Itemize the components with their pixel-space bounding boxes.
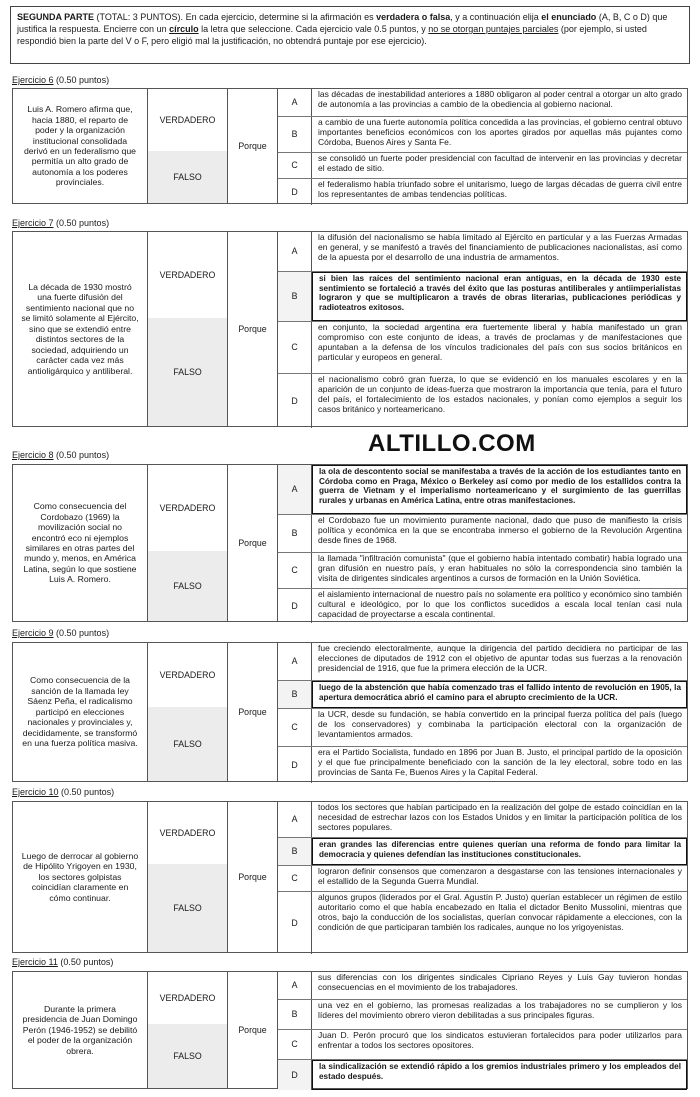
porque-label: Porque [228, 465, 278, 621]
exercise-title [12, 628, 109, 639]
option-text: era el Partido Socialista, fundado en 1896 por Juan B. Justo, el principal partido de la oposición y el que fue principalmente beneficiado con la sanción de la ley electoral, sobre todo en las provincias de Santa Fe, Buenos Aires y la Capital Federal. [318, 747, 682, 777]
instructions-emphasis: círculo [169, 24, 199, 35]
verdadero-option[interactable]: VERDADERO [148, 802, 228, 866]
option-a[interactable] [278, 972, 687, 1000]
option-text: todos los sectores que habían participado en la realización del golpe de estado coincidían en la necesidad de estrechar lazos con los Estados Unidos y en limitar la participación política de los sectores populares. [318, 802, 682, 832]
exercise-title [12, 787, 114, 798]
option-b[interactable] [278, 838, 687, 866]
exercise-points: (0.50 puntos) [56, 218, 110, 228]
falso-option[interactable]: FALSO [148, 318, 228, 426]
option-text: fue creciendo electoralmente, aunque la dirigencia del partido decidiera no participar de las elecciones de diputados de 1912 con el objetivo de apuntar todas sus fuerzas a la renovación presidencial de 1916, que fue la primera elección de la UCR. [318, 643, 682, 673]
option-letter[interactable]: B [278, 272, 312, 321]
option-text: el federalismo había triunfado sobre el unitarismo, luego de largas décadas de guerra civil entre los representantes de ambas tendencias políticas. [318, 179, 682, 199]
statement: Como consecuencia del Cordobazo (1969) la movilización social no encontró eco ni ejemplos similares en otras partes del mundo y, menos, en América Latina, según lo que sostiene Luis A. Romero. [13, 465, 148, 621]
option-letter[interactable]: D [278, 892, 312, 954]
option-text: el nacionalismo cobró gran fuerza, lo que se evidenció en los manuales escolares y en la aparición de un conjunto de ideas-fuerza que mostraron la importancia que tenía, para el futuro del país, el fortalecimiento de los estados nacionales, y ponían como ejemplos a seguir los casos británico y norteamericano. [318, 374, 682, 414]
verdadero-option[interactable]: VERDADERO [148, 465, 228, 553]
option-text: sus diferencias con los dirigentes sindicales Cipriano Reyes y Luis Gay tuvieron hondas consecuencias en el movimiento de los trabajadores. [318, 972, 682, 992]
option-d[interactable] [278, 179, 687, 205]
option-b[interactable] [278, 681, 687, 709]
exercise-points: (0.50 puntos) [60, 957, 114, 967]
option-a[interactable] [278, 232, 687, 272]
verdadero-option[interactable]: VERDADERO [148, 972, 228, 1026]
option-d[interactable] [278, 1060, 687, 1090]
instructions-text: (A, B, C o D) que justifica la respuesta. Encierre con un [17, 12, 668, 35]
statement: Luis A. Romero afirma que, hacia 1880, el reparto de poder y la organización institucional consolidada derivó en un federalismo que permitía un alto grado de autonomía a los poderes provinciales. [13, 89, 148, 203]
instructions-emphasis: el enunciado [541, 12, 597, 22]
instructions-emphasis: no se otorgan puntajes parciales [428, 24, 559, 35]
option-letter[interactable]: B [278, 515, 312, 552]
exercise-points: (0.50 puntos) [56, 75, 110, 85]
option-letter[interactable]: A [278, 972, 312, 999]
option-text: lograron definir consensos que comenzaron a desgastarse con las tensiones internacionales y el estallido de la Segunda Guerra Mundial. [318, 866, 682, 886]
exercise-title [12, 957, 113, 968]
falso-option[interactable]: FALSO [148, 707, 228, 781]
exercise-7 [12, 231, 688, 427]
statement: La década de 1930 mostró una fuerte difusión del sentimiento nacional que no se limitó solamente al Ejército, sino que se extendió entre distintos sectores de la sociedad, adquiriendo un carácter cada vez más antioligárquico y antiliberal. [13, 232, 148, 426]
option-letter[interactable]: B [278, 681, 312, 708]
option-letter[interactable]: D [278, 1060, 312, 1090]
instructions-box [10, 6, 690, 64]
exercise-11 [12, 971, 688, 1089]
option-letter[interactable]: C [278, 866, 312, 891]
porque-label: Porque [228, 232, 278, 426]
option-b[interactable] [278, 272, 687, 322]
verdadero-option[interactable]: VERDADERO [148, 643, 228, 709]
exercise-points: (0.50 puntos) [61, 787, 115, 797]
option-a[interactable] [278, 465, 687, 515]
option-letter[interactable]: D [278, 747, 312, 783]
exercise-name: Ejercicio 11 [12, 957, 58, 967]
option-letter[interactable]: D [278, 179, 312, 205]
porque-label: Porque [228, 89, 278, 203]
falso-option[interactable]: FALSO [148, 551, 228, 621]
option-letter[interactable]: B [278, 1000, 312, 1029]
option-c[interactable] [278, 322, 687, 374]
section-title: SEGUNDA PARTE [17, 12, 95, 22]
option-b[interactable] [278, 515, 687, 553]
option-text: Juan D. Perón procuró que los sindicatos estuvieran fortalecidos para poder utilizarlos para enfrentar a todos los sectores opositores. [318, 1030, 682, 1050]
option-a[interactable] [278, 643, 687, 681]
instructions-text: la letra que seleccione. Cada ejercicio vale 0.5 puntos, y [201, 24, 426, 35]
option-c[interactable] [278, 1030, 687, 1060]
exercise-10 [12, 801, 688, 953]
option-c[interactable] [278, 553, 687, 589]
option-text: la ola de descontento social se manifestaba a través de la acción de los estudiantes tanto en Córdoba como en Praga, México o Berkeley así como por medio de los estallidos contra la guerra de Vietnam y el imperialismo norteamericano y el surgimiento de las guerrillas rurales y urbanas en América Latina, entre otras manifestaciones. [312, 465, 687, 514]
option-text: una vez en el gobierno, las promesas realizadas a los trabajadores no se cumplieron y los líderes del movimiento obrero vieron debilitadas a sus principales figuras. [318, 1000, 682, 1020]
option-text: la difusión del nacionalismo se había limitado al Ejército en particular y a las Fuerzas Armadas en general, y se manifestó a través del financiamiento de publicaciones nacionalistas, así como de la apuesta por el desarrollo de una industria de armamentos. [318, 232, 682, 262]
option-text: a cambio de una fuerte autonomía política concedida a las provincias, el gobierno central obtuvo importantes beneficios económicos con los aportes girados por aquellas más pujantes como Córdoba, Buenos Aires y Santa Fe. [318, 117, 682, 147]
option-letter[interactable]: A [278, 89, 312, 116]
exercise-6 [12, 88, 688, 204]
instructions-text: , y a continuación elija [450, 12, 539, 22]
section-points: (TOTAL: 3 PUNTOS). [96, 12, 184, 22]
option-letter[interactable]: B [278, 117, 312, 152]
option-text: eran grandes las diferencias entre quienes querían una reforma de fondo para limitar la democracia y quienes defendían las instituciones constitucionales. [312, 838, 687, 865]
exercise-name: Ejercicio 8 [12, 450, 54, 460]
option-letter[interactable]: C [278, 1030, 312, 1059]
instructions-text: (por ejemplo, si usted respondió bien la parte del V o F, pero eligió mal la justificación, no obtendrá puntaje por ese ejercicio). [17, 24, 647, 47]
option-letter[interactable]: A [278, 465, 312, 514]
option-text: si bien las raíces del sentimiento nacional eran antiguas, en la década de 1930 este sentimiento se fortaleció a través del éxito que las posturas antiliberales y antiimperialistas lograron y que se multiplicaron a través de obras literarias, publicaciones periódicas y radioteatros exitosos. [312, 272, 687, 321]
option-b[interactable] [278, 117, 687, 153]
option-text: se consolidó un fuerte poder presidencial con facultad de intervenir en las provincias y decretar el estado de sitio. [318, 153, 682, 173]
statement: Durante la primera presidencia de Juan Domingo Perón (1946-1952) se debilitó el poder de la organización obrera. [13, 972, 148, 1088]
option-text: la sindicalización se extendió rápido a los gremios industriales primero y los empleados del estado después. [312, 1060, 687, 1090]
verdadero-option[interactable]: VERDADERO [148, 89, 228, 153]
falso-option[interactable]: FALSO [148, 864, 228, 952]
exercise-name: Ejercicio 9 [12, 628, 54, 638]
altillo-watermark: ALTILLO.COM [368, 430, 536, 457]
exercise-points: (0.50 puntos) [56, 628, 110, 638]
option-letter[interactable]: C [278, 322, 312, 373]
porque-label: Porque [228, 972, 278, 1088]
statement: Como consecuencia de la sanción de la llamada ley Sáenz Peña, el radicalismo participó en elecciones nacionales y provinciales y, decididamente, se transformó en una fuerza política masiva. [13, 643, 148, 781]
option-letter[interactable]: C [278, 153, 312, 178]
option-text: algunos grupos (liderados por el Gral. Agustín P. Justo) querían establecer un régimen de estilo autoritario como el que había encabezado en Italia el dictador Benito Mussolini, mientras que otros, bajo la conducción de los socialistas, querían convocar rápidamente a elecciones, con la condición de que participaran también los radicales, aunque no los yrigoyenistas. [318, 892, 682, 932]
option-d[interactable] [278, 747, 687, 783]
verdadero-option[interactable]: VERDADERO [148, 232, 228, 320]
exercise-title [12, 75, 109, 86]
option-d[interactable] [278, 589, 687, 623]
falso-option[interactable]: FALSO [148, 1024, 228, 1088]
option-d[interactable] [278, 374, 687, 428]
option-letter[interactable]: C [278, 709, 312, 746]
option-text: luego de la abstención que había comenzado tras el fallido intento de revolución en 1905, la apertura democrática abrió el camino para el abrupto crecimiento de la UCR. [312, 681, 687, 708]
instructions-emphasis: verdadera o falsa [376, 12, 451, 22]
option-a[interactable] [278, 802, 687, 838]
option-c[interactable] [278, 866, 687, 892]
option-text: el Cordobazo fue un movimiento puramente nacional, dado que puso de manifiesto la crisis política y económica en la que se encontraba inmerso el gobierno de la Revolución Argentina desde fines de 1968. [318, 515, 682, 545]
option-letter[interactable]: A [278, 232, 312, 271]
option-letter[interactable]: B [278, 838, 312, 865]
instructions-text: En cada ejercicio, determine si la afirmación es [185, 12, 374, 22]
exercise-title [12, 218, 109, 229]
option-b[interactable] [278, 1000, 687, 1030]
option-letter[interactable]: A [278, 802, 312, 837]
option-c[interactable] [278, 709, 687, 747]
option-a[interactable] [278, 89, 687, 117]
porque-label: Porque [228, 802, 278, 952]
option-c[interactable] [278, 153, 687, 179]
option-letter[interactable]: A [278, 643, 312, 680]
falso-option[interactable]: FALSO [148, 151, 228, 203]
option-d[interactable] [278, 892, 687, 954]
option-letter[interactable]: D [278, 374, 312, 428]
exercise-points: (0.50 puntos) [56, 450, 110, 460]
option-text: el aislamiento internacional de nuestro país no solamente era político y económico sino también cultural e ideológico, por lo que los conflictos sucedidos a escala local tenían casi nula capacidad de proyectarse a escala continental. [318, 589, 682, 619]
exercise-name: Ejercicio 6 [12, 75, 54, 85]
porque-label: Porque [228, 643, 278, 781]
option-text: la UCR, desde su fundación, se había convertido en la principal fuerza política del país (luego de los conservadores) y combinaba la participación electoral con la organización de levantamientos armados. [318, 709, 682, 739]
exercise-9 [12, 642, 688, 782]
statement: Luego de derrocar al gobierno de Hipólito Yrigoyen en 1930, los sectores golpistas coincidían claramente en cómo continuar. [13, 802, 148, 952]
option-text: en conjunto, la sociedad argentina era fuertemente liberal y había manifestado un gran compromiso con este conjunto de ideas, a través de proclamas y de manifestaciones que apuntaban a la defensa de los vínculos tradicionales del país con sus socios británicos en particular y europeos en general. [318, 322, 682, 362]
option-text: las décadas de inestabilidad anteriores a 1880 obligaron al poder central a otorgar un alto grado de autonomía a las provincias a cambio de la obediencia al gobierno nacional. [318, 89, 682, 109]
option-letter[interactable]: D [278, 589, 312, 623]
option-letter[interactable]: C [278, 553, 312, 588]
exercise-name: Ejercicio 10 [12, 787, 59, 797]
exercise-title [12, 450, 109, 461]
option-text: la llamada "infiltración comunista" (que el gobierno había intentado combatir) había logrado una gran difusión en nuestro país, y eran habituales no sólo la correspondencia sino también la visita de dirigentes sindicales argentinos a cursos de formación en la Unión Soviética. [318, 553, 682, 583]
exercise-name: Ejercicio 7 [12, 218, 54, 228]
exercise-8 [12, 464, 688, 622]
